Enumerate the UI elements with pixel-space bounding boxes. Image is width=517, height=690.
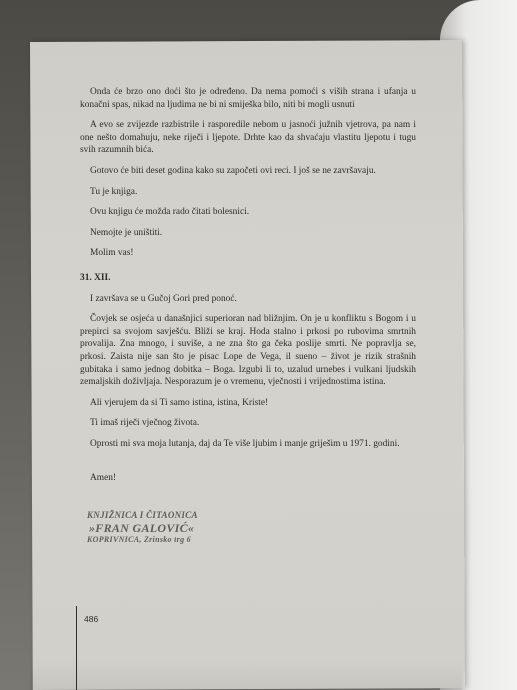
date-heading: 31. XII. — [80, 272, 111, 283]
closing-line: Amen! — [90, 473, 117, 484]
stamp-line: »FRAN GALOVIĆ« — [89, 521, 195, 535]
paragraph: Molim vas! — [90, 248, 134, 259]
page-body — [80, 86, 416, 493]
paragraph: Ovu knjigu će možda rado čitati bolesnici. — [90, 207, 250, 218]
paragraph: I završava se u Gučoj Gori pred ponoć. — [90, 293, 237, 304]
paragraph: Tu je knjiga. — [90, 186, 138, 197]
paragraph: Nemojte je uništiti. — [90, 227, 163, 238]
library-stamp — [87, 510, 257, 545]
paragraph: A evo se zvijezde razbistrile i rasporedile nebom u jasnoći južnih vjetrova, pa nam i one nešto domahuju, neke riječi i ljepote. Drhte kao da shvaćaju vlastitu ljepotu i tugu svih razumnih bića. — [80, 120, 416, 156]
page-number: 486 — [84, 614, 99, 624]
margin-rule — [76, 606, 77, 690]
paragraph: Ali vjerujem da si Ti samo istina, istina, Kriste! — [90, 397, 269, 408]
paragraph: Onda će brzo ono doći što je određeno. Da nema pomoći s viših strana i ufanja u konačni spas, nikad na ljudima ne bi ni smiješka bilo, niti bi mogli usnuti — [80, 87, 416, 110]
paragraph: Gotovo će biti deset godina kako su započeti ovi reci. I još se ne završavaju. — [90, 165, 376, 176]
stamp-line: KNJIŽNICA I ČITAONICA — [87, 510, 198, 520]
paragraph: Čovjek se osjeća u današnjici superioran nad bližnjim. On je u konfliktu s Bogom i u prepirci sa svojom savješću. Bliži se kraj. Hoda stalno i prkosi po rubovima smrtnih provalija. Zna mnogo, i suviše, a ne zna što ga čeka poslije smrti. Ne popravlja se, prkosi. Zaista nije san što je pisac Lope de Vega, il sueno – život je rizik strašnih gubitaka i samo jednog dobitka – Boga. Izgubi li to, uzalud urnebes i vulkani ljudskih zemaljskih doživljaja. Nesporazum je o vremenu, vječnosti i vrijednostima istina. — [80, 314, 416, 388]
stamp-line: KOPRIVNICA, Zrinsko trg 6 — [87, 535, 191, 544]
page-shadow — [30, 660, 462, 690]
paragraph: Oprosti mi sva moja lutanja, daj da Te više ljubim i manje griješim u 1971. godini. — [90, 438, 400, 449]
paragraph: Ti imaš riječi vječnog života. — [90, 418, 200, 429]
